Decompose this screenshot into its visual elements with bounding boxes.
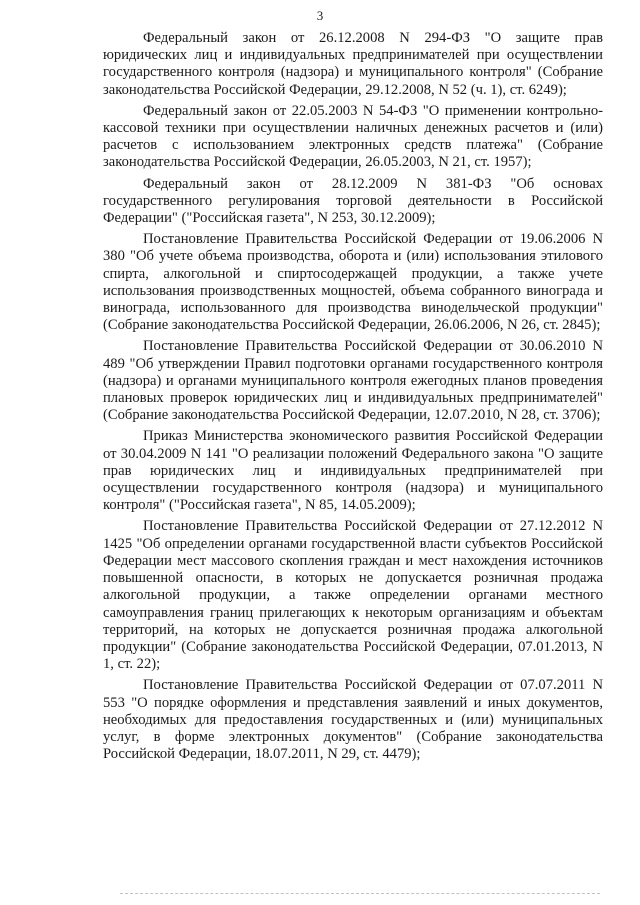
page-number: 3 [316,8,324,23]
legal-act-paragraph: Постановление Правительства Российской Федерации от 30.06.2010 N 489 "Об утверждении Правил подготовки органами государственного контроля (надзора) и органами муниципального контроля ежегодных планов проведения плановых проверок юридических лиц и индивидуальных предпринимателей" (Собрание законодательства Российской Федерации, 12.07.2010, N 28, ст. 3706); [103,338,603,424]
legal-act-paragraph: Постановление Правительства Российской Федерации от 27.12.2012 N 1425 "Об определении органами государственной власти субъектов Российской Федерации мест массового скопления граждан и мест нахождения источников повышенной опасности, в которых не допускается розничная продажа алкогольной продукции, а также определении органами местного самоуправления границ прилегающих к некоторым организациям и объектам территорий, на которых не допускается розничная продажа алкогольной продукции" (Собрание законодательства Российской Федерации, 07.01.2013, N 1, ст. 22); [103,518,603,673]
legal-act-paragraph: Федеральный закон от 26.12.2008 N 294-ФЗ "О защите прав юридических лиц и индивидуальных предпринимателей при осуществлении государственного контроля (надзора) и муниципального контроля" (Собрание законодательства Российской Федерации, 29.12.2008, N 52 (ч. 1), ст. 6249); [103,30,603,98]
scan-artifact-divider [120,893,600,894]
legal-act-paragraph: Постановление Правительства Российской Федерации от 19.06.2006 N 380 "Об учете объема производства, оборота и (или) использования этилового спирта, алкогольной и спиртосодержащей продукции, а также учете использования производственных мощностей, объема собранного винограда и винограда, использованного для производства винодельческой продукции" (Собрание законодательства Российской Федерации, 26.06.2006, N 26, ст. 2845); [103,231,603,334]
legal-act-paragraph: Федеральный закон от 28.12.2009 N 381-ФЗ "Об основах государственного регулирования торговой деятельности в Российской Федерации" ("Российская газета", N 253, 30.12.2009); [103,175,603,227]
legal-act-paragraph: Приказ Министерства экономического развития Российской Федерации от 30.04.2009 N 141 "О реализации положений Федерального закона "О защите прав юридических лиц и индивидуальных предпринимателей при осуществлении государственного контроля (надзора) и муниципального контроля" ("Российская газета", N 85, 14.05.2009); [103,428,603,514]
document-body [103,30,603,767]
legal-act-paragraph: Федеральный закон от 22.05.2003 N 54-ФЗ "О применении контрольно-кассовой техники при осуществлении наличных денежных расчетов и (или) расчетов с использованием электронных средств платежа" (Собрание законодательства Российской Федерации, 26.05.2003, N 21, ст. 1957); [103,102,603,171]
legal-act-paragraph: Постановление Правительства Российской Федерации от 07.07.2011 N 553 "О порядке оформления и представления заявлений и иных документов, необходимых для предоставления государственных и (или) муниципальных услуг, в форме электронных документов" (Собрание законодательства Российской Федерации, 18.07.2011, N 29, ст. 4479); [103,677,603,763]
